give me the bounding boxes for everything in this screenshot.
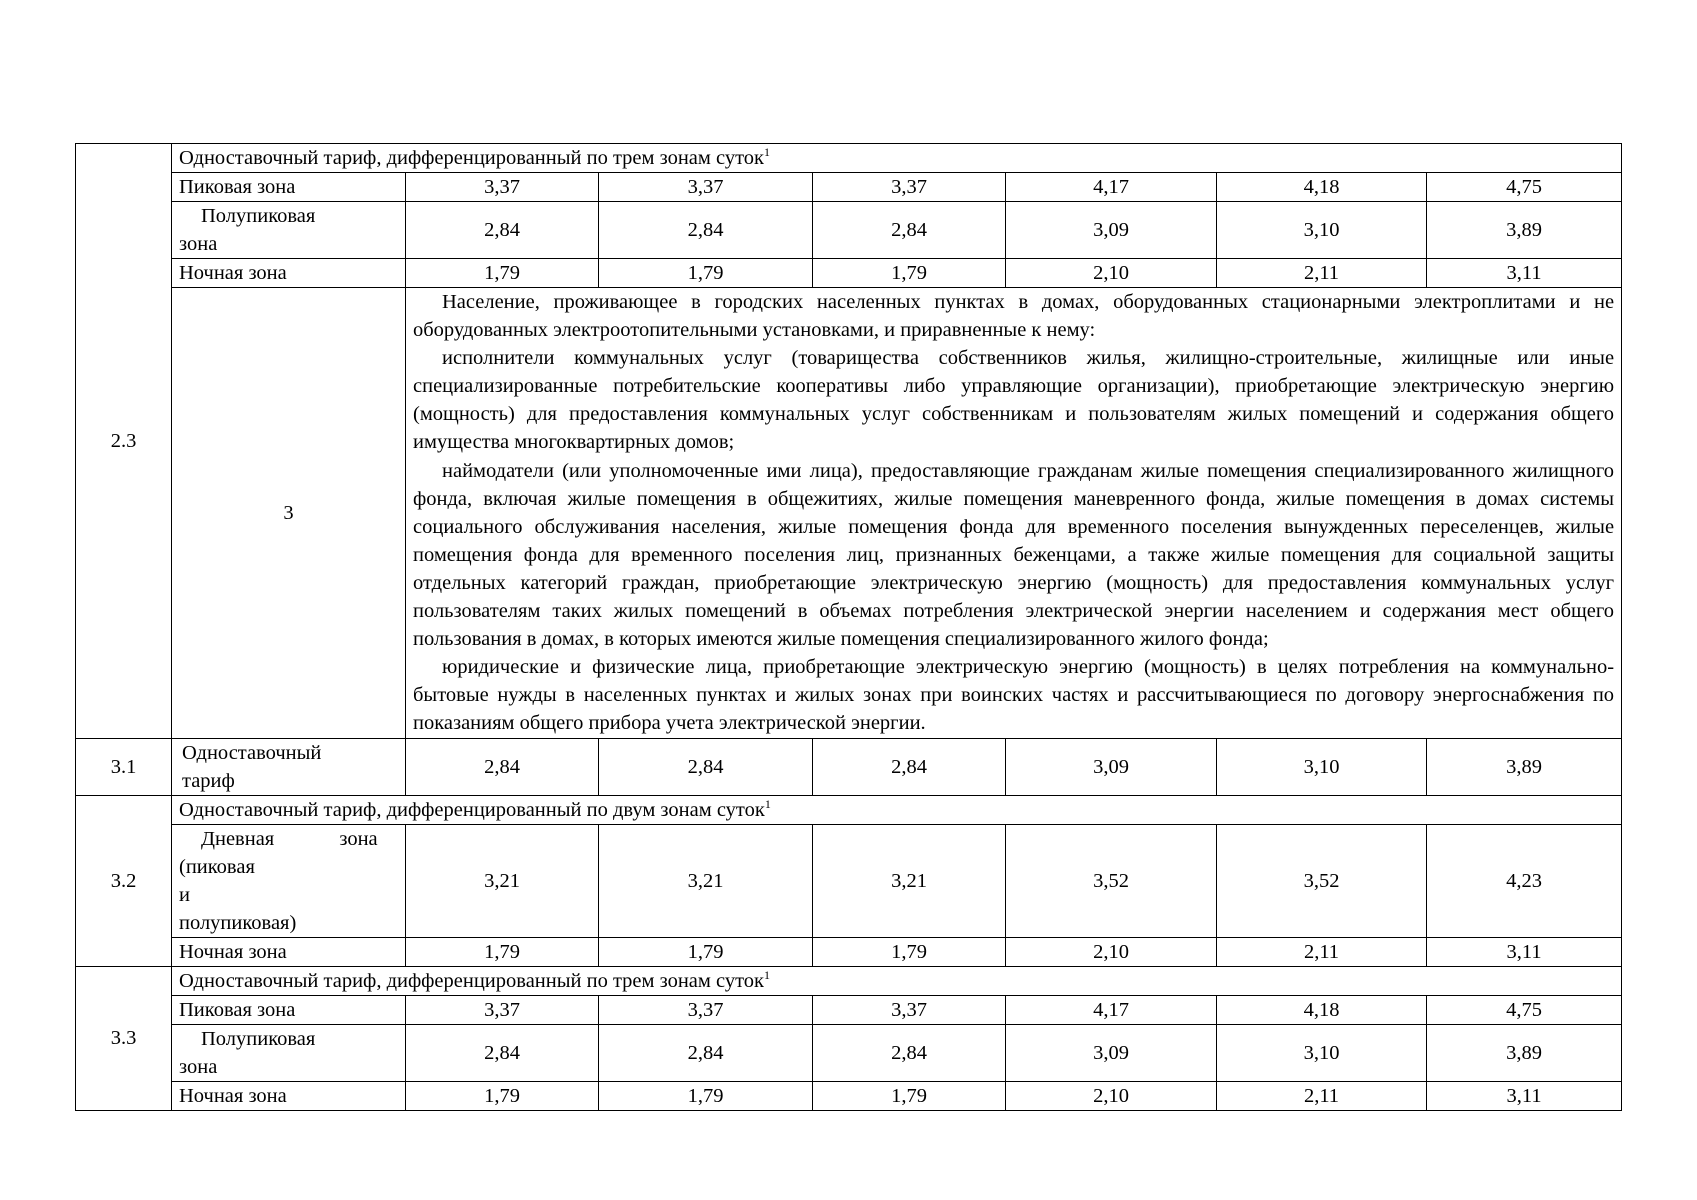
value-cell: 3,37 — [599, 995, 813, 1024]
value-cell: 3,89 — [1427, 738, 1622, 795]
row-label-line: Полупиковая — [201, 1027, 316, 1050]
row-label: Ночная зона — [172, 1081, 406, 1110]
value-cell: 2,11 — [1217, 937, 1427, 966]
row-label-text: (пиковая и — [179, 855, 255, 906]
row-label: Пиковая зона — [172, 995, 406, 1024]
value-cell: 2,84 — [813, 738, 1006, 795]
table-row — [76, 259, 1622, 288]
table-row — [76, 173, 1622, 202]
value-cell: 2,84 — [599, 1024, 813, 1081]
section-header-row — [76, 144, 1622, 173]
value-cell: 2,10 — [1006, 1081, 1217, 1110]
row-number: 2.3 — [76, 144, 172, 739]
section-header-row — [76, 966, 1622, 995]
value-cell: 3,09 — [1006, 202, 1217, 259]
section-header-row — [76, 795, 1622, 824]
table-row — [76, 937, 1622, 966]
value-cell: 4,17 — [1006, 173, 1217, 202]
row-label-line: полупиковая) — [179, 911, 297, 934]
value-cell: 3,21 — [599, 824, 813, 937]
value-cell: 2,84 — [813, 1024, 1006, 1081]
value-cell: 4,75 — [1427, 173, 1622, 202]
value-cell: 2,10 — [1006, 937, 1217, 966]
value-cell: 3,21 — [406, 824, 599, 937]
value-cell: 3,09 — [1006, 1024, 1217, 1081]
value-cell: 3,10 — [1217, 1024, 1427, 1081]
section-header — [172, 795, 1622, 824]
value-cell: 3,89 — [1427, 202, 1622, 259]
row-label-line — [179, 853, 398, 909]
row-label-line: зона — [179, 233, 218, 255]
value-cell: 2,10 — [1006, 259, 1217, 288]
value-cell: 2,11 — [1217, 259, 1427, 288]
value-cell: 4,18 — [1217, 995, 1427, 1024]
value-cell: 3,11 — [1427, 1081, 1622, 1110]
value-cell: 3,37 — [599, 173, 813, 202]
value-cell: 4,18 — [1217, 173, 1427, 202]
value-cell: 1,79 — [406, 937, 599, 966]
value-cell: 2,84 — [406, 738, 599, 795]
description-paragraph: исполнители коммунальных услуг (товарищества собственников жилья, жилищно-строительные, жилищные или иные специализированные потребительские кооперативы либо управляющие организации), приобретающие электрическую энергию (мощность) для предоставления коммунальных услуг собственникам и пользователям жилых помещений и содержания общего имущества многоквартирных домов; — [413, 347, 1615, 454]
value-cell: 3,10 — [1217, 738, 1427, 795]
description-paragraph: наймодатели (или уполномоченные ими лица), предоставляющие гражданам жилые помещения специализированного жилищного фонда, включая жилые помещения в общежитиях, жилые помещения маневренного фонда, жилые помещения в домах системы социального обслуживания населения, жилые помещения фонда для временного поселения вынужденных переселенцев, жилые помещения фонда для временного поселения лиц, признанных беженцами, а также жилые помещения для социальной защиты отдельных категорий граждан, приобретающие электрическую энергию (мощность) для предоставления коммунальных услуг пользователям таких жилых помещений в объемах потребления электрической энергии населением и содержания мест общего пользования в домах, в которых имеются жилые помещения специализированного жилого фонда; — [413, 459, 1615, 651]
value-cell: 4,75 — [1427, 995, 1622, 1024]
value-cell: 3,37 — [813, 173, 1006, 202]
row-number: 3.1 — [76, 738, 172, 795]
group-description — [406, 288, 1622, 739]
value-cell: 3,09 — [1006, 738, 1217, 795]
table-row — [76, 202, 1622, 259]
group-description-row — [76, 288, 1622, 739]
value-cell: 2,84 — [599, 202, 813, 259]
section-header-text: Одноставочный тариф, дифференцированный по трем зонам суток — [179, 147, 764, 169]
row-number: 3.2 — [76, 795, 172, 966]
row-label: Ночная зона — [172, 259, 406, 288]
value-cell: 3,37 — [406, 173, 599, 202]
table-row — [76, 1024, 1622, 1081]
value-cell: 1,79 — [813, 1081, 1006, 1110]
table-row — [76, 1081, 1622, 1110]
row-label-line: Одноставочный — [182, 741, 322, 764]
row-number: 3 — [172, 288, 406, 739]
row-label: Пиковая зона — [172, 173, 406, 202]
value-cell: 1,79 — [813, 937, 1006, 966]
description-paragraph: юридические и физические лица, приобретающие электрическую энергию (мощность) в целях потребления на коммунально-бытовые нужды в населенных пунктах и жилых зонах при воинских частях и рассчитывающиеся по договору энергоснабжения по показаниям общего прибора учета электрической энергии. — [413, 656, 1615, 735]
value-cell: 3,37 — [813, 995, 1006, 1024]
value-cell: 4,17 — [1006, 995, 1217, 1024]
value-cell: 2,11 — [1217, 1081, 1427, 1110]
section-header — [172, 966, 1622, 995]
value-cell: 1,79 — [406, 259, 599, 288]
row-label: Ночная зона — [172, 937, 406, 966]
row-label — [172, 824, 406, 937]
table-row — [76, 995, 1622, 1024]
row-label — [172, 738, 406, 795]
value-cell: 3,10 — [1217, 202, 1427, 259]
value-cell: 4,23 — [1427, 824, 1622, 937]
value-cell: 2,84 — [406, 202, 599, 259]
value-cell: 3,21 — [813, 824, 1006, 937]
value-cell: 2,84 — [599, 738, 813, 795]
row-label-line: зона — [179, 1055, 218, 1078]
value-cell: 1,79 — [406, 1081, 599, 1110]
section-header — [172, 144, 1622, 173]
table-row — [76, 738, 1622, 795]
value-cell: 3,37 — [406, 995, 599, 1024]
row-label-line: тариф — [182, 769, 235, 792]
value-cell: 1,79 — [599, 1081, 813, 1110]
section-header-text: Одноставочный тариф, дифференцированный по двум зонам суток — [179, 798, 765, 821]
row-number: 3.3 — [76, 966, 172, 1110]
tariff-table — [75, 143, 1622, 1111]
row-label-line: Полупиковая — [201, 205, 316, 227]
value-cell: 3,89 — [1427, 1024, 1622, 1081]
value-cell: 1,79 — [599, 259, 813, 288]
value-cell: 3,11 — [1427, 259, 1622, 288]
table-row — [76, 824, 1622, 937]
row-label-line — [179, 825, 398, 853]
footnote-marker: 1 — [763, 145, 770, 159]
value-cell: 1,79 — [813, 259, 1006, 288]
value-cell: 3,11 — [1427, 937, 1622, 966]
section-header-text: Одноставочный тариф, дифференцированный по трем зонам суток — [179, 969, 764, 992]
value-cell: 3,52 — [1006, 824, 1217, 937]
value-cell: 2,84 — [406, 1024, 599, 1081]
row-label — [172, 202, 406, 259]
footnote-marker: 1 — [764, 796, 771, 811]
row-label — [172, 1024, 406, 1081]
value-cell: 1,79 — [599, 937, 813, 966]
value-cell: 2,84 — [813, 202, 1006, 259]
footnote-marker: 1 — [763, 967, 770, 982]
row-label-text: Дневная зона — [201, 827, 378, 850]
description-paragraph: Население, проживающее в городских населенных пунктах в домах, оборудованных стационарными электроплитами и не оборудованных электроотопительными установками, и приравненные к нему: — [413, 291, 1615, 342]
value-cell: 3,52 — [1217, 824, 1427, 937]
